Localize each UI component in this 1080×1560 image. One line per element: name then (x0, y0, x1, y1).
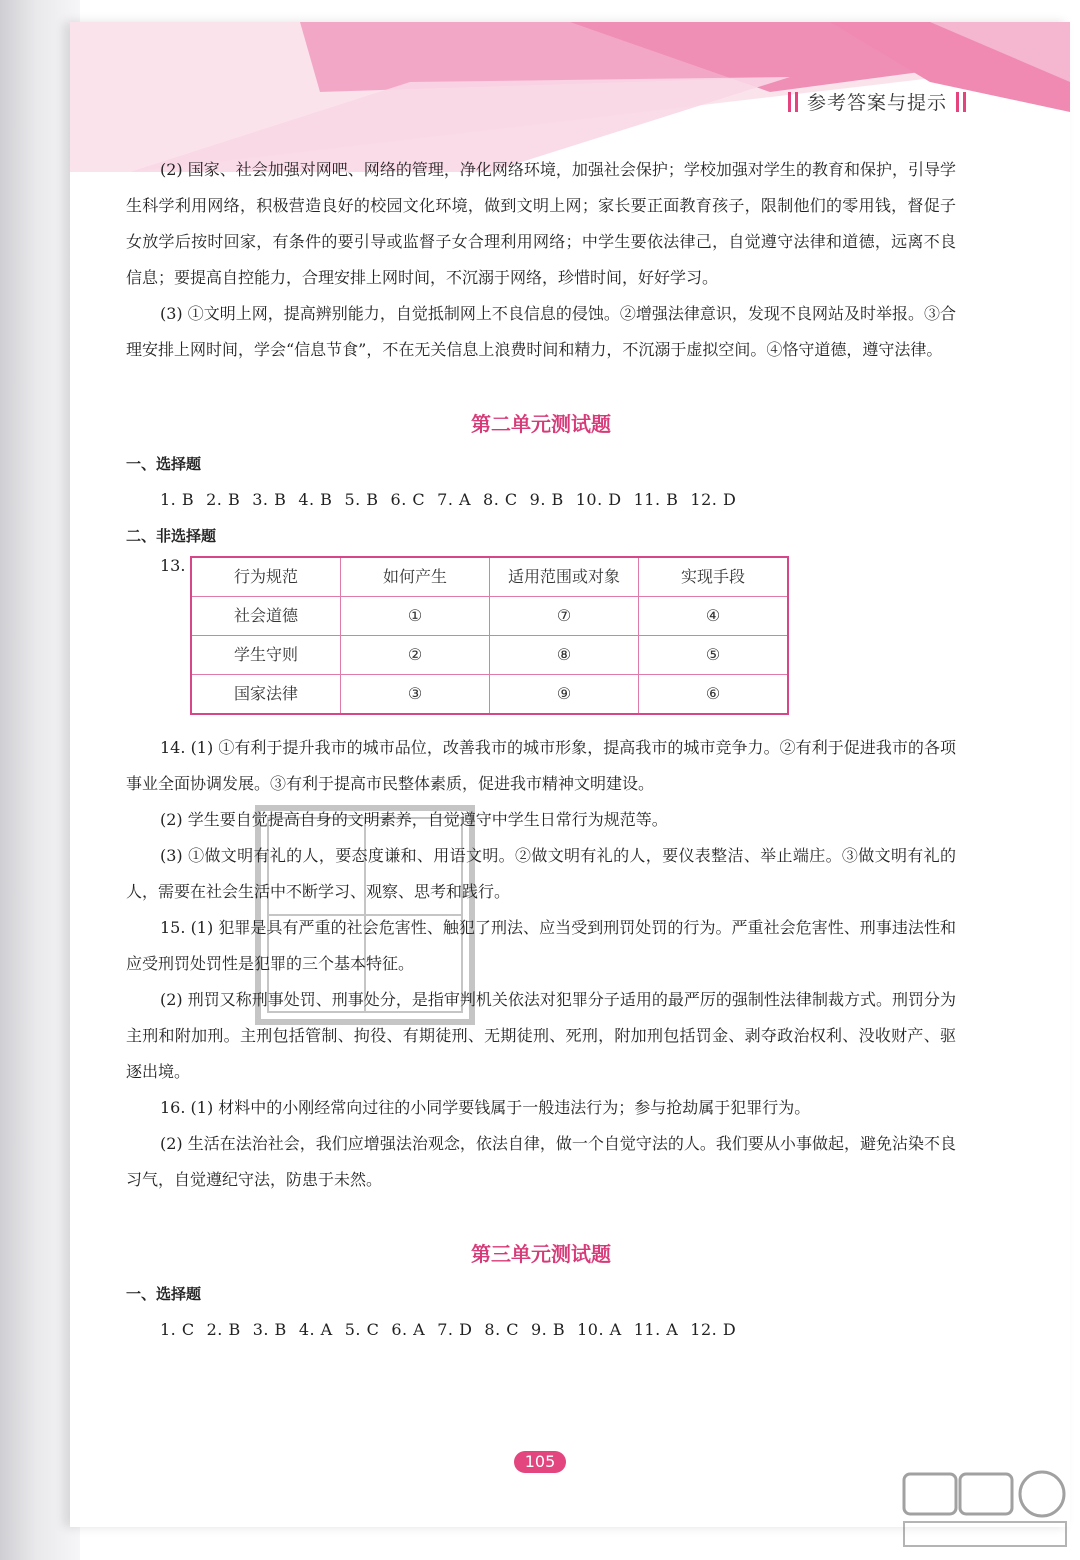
q13-block (126, 554, 956, 730)
unit2-title: 第二单元测试题 (471, 412, 611, 436)
unit3-choice-answers (126, 1312, 956, 1348)
table-cell: ⑥ (639, 675, 789, 715)
answer-item: 7. D (437, 1320, 473, 1339)
stamp-watermark (250, 800, 480, 1030)
answer-item: 1. C (160, 1320, 195, 1339)
q14-part3: (3) ①做文明有礼的人，要态度谦和、用语文明。②做文明有礼的人，要仪表整洁、举止端庄。③做文明有礼的人，需要在社会生活中不断学习、观察、思考和践行。 (126, 846, 956, 901)
table-cell: 学生守则 (191, 636, 341, 675)
answer-item: 8. C (484, 1320, 519, 1339)
page-number: 105 (514, 1451, 566, 1473)
page-content (126, 152, 956, 1348)
q15-part2: (2) 刑罚又称刑事处罚、刑事处分，是指审判机关依法对犯罪分子适用的最严厉的强制性法律制裁方式。刑罚分为主刑和附加刑。主刑包括管制、拘役、有期徒刑、无期徒刑、死刑，附加刑包括罚金、剥夺政治权利、没收财产、驱逐出境。 (126, 990, 956, 1081)
answer-item: 12. D (690, 490, 737, 509)
answer-item: 6. A (391, 1320, 426, 1339)
unit3-section-choice: 一、选择题 (126, 1285, 202, 1303)
table-header-cell: 如何产生 (341, 557, 490, 597)
norms-table (190, 556, 789, 715)
q14-part2: (2) 学生要自觉提高自身的文明素养，自觉遵守中学生日常行为规范等。 (160, 810, 668, 829)
answer-item: 11. B (633, 490, 679, 509)
table-row (191, 636, 788, 675)
q16-part1: 16. (1) 材料中的小刚经常向过往的小同学要钱属于一般违法行为；参与抢劫属于犯罪行为。 (160, 1098, 811, 1117)
table-row (191, 675, 788, 715)
table-cell: ⑤ (639, 636, 789, 675)
answer-item: 5. B (344, 490, 379, 509)
answer-item: 3. B (252, 490, 287, 509)
table-cell: ② (341, 636, 490, 675)
table-cell: ⑨ (490, 675, 639, 715)
table-cell: ④ (639, 597, 789, 636)
answer-item: 1. B (160, 490, 195, 509)
answer-item: 4. A (298, 1320, 333, 1339)
answer-item: 3. B (252, 1320, 287, 1339)
table-header-row (191, 557, 788, 597)
header-title (786, 88, 968, 115)
answer-item: 2. B (206, 490, 241, 509)
answer-item: 7. A (437, 490, 472, 509)
header-left-bar (788, 92, 791, 112)
unit1-q-part2: (2) 国家、社会加强对网吧、网络的管理，净化网络环境，加强社会保护；学校加强对学生的教育和保护，引导学生科学利用网络，积极营造良好的校园文化环境，做到文明上网；家长要正面教育孩子，限制他们的零用钱，督促子女放学后按时回家，有条件的要引导或监督子女合理利用网络；中学生要依法律己，自觉遵守法律和道德，远离不良信息；要提高自控能力，合理安排上网时间，不沉溺于网络，珍惜时间，好好学习。 (126, 160, 956, 287)
answer-item: 9. B (531, 1320, 566, 1339)
unit1-q-part3: (3) ①文明上网，提高辨别能力，自觉抵制网上不良信息的侵蚀。②增强法律意识，发现不良网站及时举报。③合理安排上网时间，学会“信息节食”，不在无关信息上浪费时间和精力，不沉溺于虚拟空间。④恪守道德，遵守法律。 (126, 304, 956, 359)
q15-part1: 15. (1) 犯罪是具有严重的社会危害性、触犯了刑法、应当受到刑罚处罚的行为。严重社会危害性、刑事违法性和应受刑罚处罚性是犯罪的三个基本特征。 (126, 918, 956, 973)
answer-item: 2. B (206, 1320, 241, 1339)
answer-item: 11. A (633, 1320, 679, 1339)
table-header-cell: 行为规范 (191, 557, 341, 597)
q13-label: 13. (160, 556, 186, 575)
answer-item: 10. D (575, 490, 622, 509)
site-watermark-logo (900, 1470, 1070, 1550)
unit2-section-choice: 一、选择题 (126, 455, 202, 473)
header-right-bar (963, 92, 966, 112)
answer-item: 12. D (690, 1320, 737, 1339)
table-cell: ⑧ (490, 636, 639, 675)
answer-item: 5. C (344, 1320, 380, 1339)
header-right-bar (956, 92, 959, 112)
book-spine-shadow (0, 0, 80, 1560)
answer-item: 6. C (390, 490, 426, 509)
table-header-cell: 适用范围或对象 (490, 557, 639, 597)
answer-item: 8. C (483, 490, 518, 509)
answer-item: 10. A (577, 1320, 622, 1339)
table-cell: 国家法律 (191, 675, 341, 715)
table-cell: ⑦ (490, 597, 639, 636)
header-left-bar (795, 92, 798, 112)
unit2-section-nonchoice: 二、非选择题 (126, 527, 217, 545)
table-cell: ③ (341, 675, 490, 715)
answer-item: 4. B (298, 490, 333, 509)
q16-part2: (2) 生活在法治社会，我们应增强法治观念，依法自律，做一个自觉守法的人。我们要从小事做起，避免沾染不良习气，自觉遵纪守法，防患于未然。 (126, 1134, 956, 1189)
header-title-text: 参考答案与提示 (806, 92, 947, 114)
table-row (191, 597, 788, 636)
unit3-title: 第三单元测试题 (471, 1242, 611, 1266)
table-header-cell: 实现手段 (639, 557, 789, 597)
q14-part1: 14. (1) ①有利于提升我市的城市品位，改善我市的城市形象，提高我市的城市竞争力。②有利于促进我市的各项事业全面协调发展。③有利于提高市民整体素质，促进我市精神文明建设。 (126, 738, 956, 793)
answer-item: 9. B (529, 490, 564, 509)
table-cell: 社会道德 (191, 597, 341, 636)
table-cell: ① (341, 597, 490, 636)
unit2-choice-answers (126, 482, 956, 518)
